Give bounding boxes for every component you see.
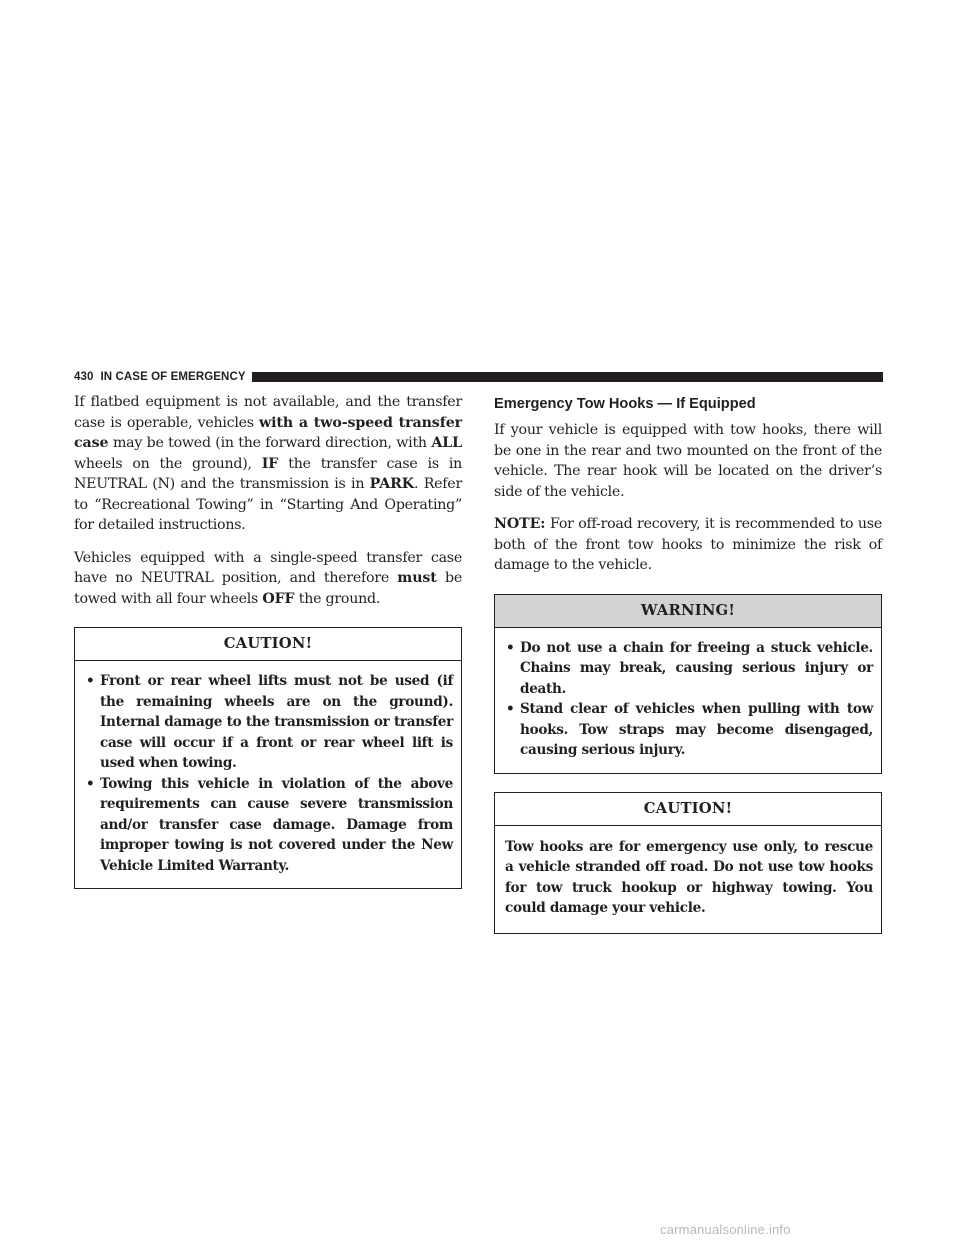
page-number: 430 bbox=[74, 371, 94, 383]
caution-item: • Towing this vehicle in violation of the above requirements can cause severe transmission and/or transfer case damage. Damage from improper towing is not covered under the New Vehicle Limited Warranty. bbox=[85, 774, 453, 877]
caution-title: CAUTION! bbox=[495, 793, 881, 826]
single-speed-paragraph bbox=[74, 548, 462, 610]
tow-hooks-paragraph: If your vehicle is equipped with tow hooks, there will be one in the rear and two mounted on the front of the vehicle. The rear hook will be located on the driver’s side of the vehicle. bbox=[494, 422, 882, 500]
text-run: . Refer to “Recreational Towing” in “Starting And Operating” for detailed instructions. bbox=[74, 476, 462, 533]
text-run: Vehicles equipped with a single-speed transfer case have no NEUTRAL position, and therefore bbox=[74, 549, 462, 586]
text-run: may be towed (in the forward direction, with bbox=[108, 435, 432, 451]
warning-box bbox=[494, 594, 882, 774]
left-column bbox=[74, 392, 462, 889]
caution-item: • Front or rear wheel lifts must not be used (if the remaining wheels are on the ground). Internal damage to the transmission or transfer case will occur if a front or rear wheel lift is used when towing. bbox=[85, 671, 453, 774]
bold-text: ALL bbox=[431, 435, 462, 451]
bold-text: must bbox=[397, 570, 437, 586]
note-text: For off-road recovery, it is recommended to use both of the front tow hooks to minimize the risk of damage to the vehicle. bbox=[494, 516, 882, 573]
warning-item: • Do not use a chain for freeing a stuck vehicle. Chains may break, causing serious injury or death. bbox=[505, 638, 873, 700]
section-title: IN CASE OF EMERGENCY bbox=[100, 371, 246, 383]
note-label: NOTE: bbox=[494, 516, 546, 532]
warning-item: • Stand clear of vehicles when pulling with tow hooks. Tow straps may become disengaged, causing serious injury. bbox=[505, 699, 873, 761]
caution-list bbox=[75, 661, 461, 888]
warning-list bbox=[495, 628, 881, 773]
warning-title: WARNING! bbox=[495, 595, 881, 628]
text-run: wheels on the ground), bbox=[74, 455, 262, 472]
text-run: If flatbed equipment is not available, and the transfer case is operable, vehicles bbox=[74, 394, 462, 431]
caution-title: CAUTION! bbox=[75, 628, 461, 661]
page-header bbox=[74, 370, 883, 384]
caution-box-left bbox=[74, 627, 462, 889]
bold-text: IF bbox=[261, 455, 279, 472]
tow-hooks-heading: Emergency Tow Hooks — If Equipped bbox=[494, 396, 756, 412]
caution-box-right bbox=[494, 792, 882, 934]
bold-text: OFF bbox=[262, 590, 295, 607]
right-column bbox=[494, 392, 882, 934]
bold-text: with a two-speed transfer case bbox=[74, 414, 462, 451]
bold-text: PARK bbox=[369, 476, 415, 492]
text-run: the ground. bbox=[294, 590, 381, 607]
watermark: carmanualsonline.info bbox=[660, 1222, 791, 1237]
header-rule bbox=[252, 372, 883, 382]
text-run: be towed with all four wheels bbox=[74, 570, 462, 607]
text-run: the transfer case is in NEUTRAL (N) and the transmission is in bbox=[74, 455, 462, 492]
flatbed-paragraph bbox=[74, 392, 462, 536]
note-paragraph bbox=[494, 514, 882, 576]
caution-text: Tow hooks are for emergency use only, to rescue a vehicle stranded off road. Do not use tow hooks for tow truck hookup or highway towing. You could damage your vehicle. bbox=[505, 838, 873, 916]
